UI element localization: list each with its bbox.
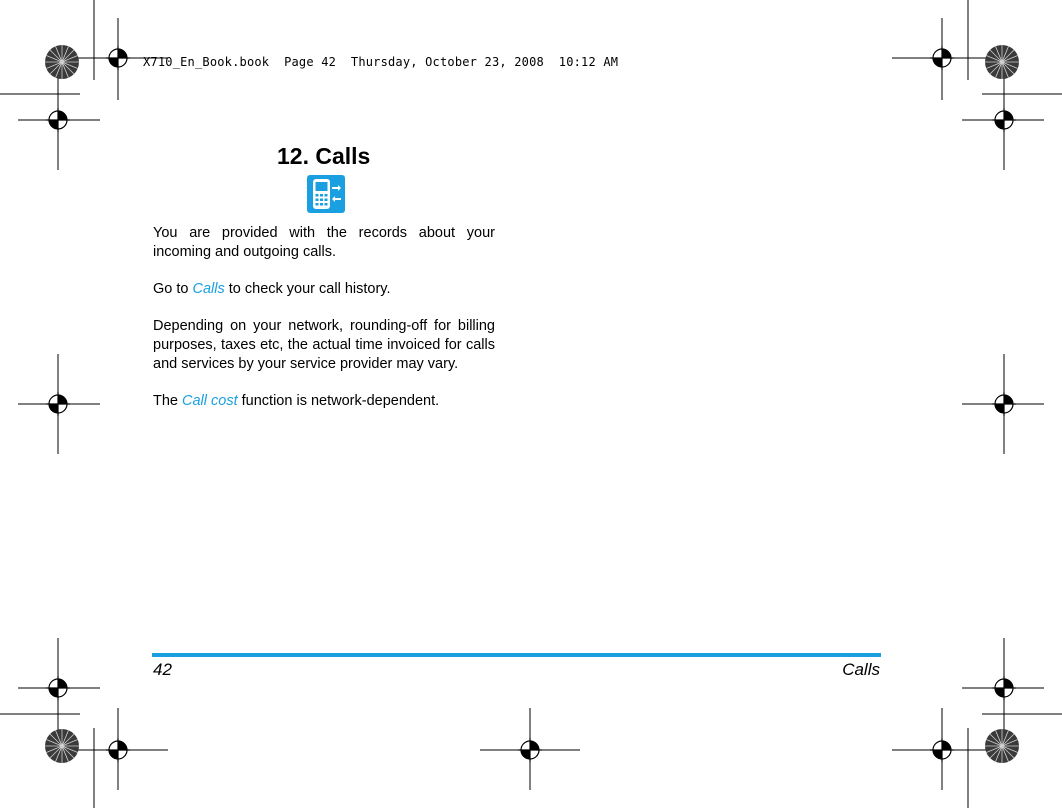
call-cost-paragraph: [153, 392, 495, 411]
footer-section-title: Calls: [842, 660, 880, 679]
p2-text-after: to check your call history.: [224, 281, 391, 297]
chapter-body: [153, 224, 495, 429]
p2-text-before: Go to: [153, 281, 193, 297]
call-cost-menu-ref: Call cost: [182, 393, 238, 409]
call-history-icon: [307, 175, 345, 213]
calls-menu-ref: Calls: [192, 281, 225, 297]
footer-rule: [152, 653, 881, 657]
call-history-paragraph: [153, 280, 495, 299]
intro-paragraph: You are provided with the records about your incoming and outgoing calls.: [153, 225, 495, 260]
page-number: 42: [153, 660, 172, 679]
print-header: X710_En_Book.book Page 42 Thursday, October 23, 2008 10:12 AM: [143, 55, 619, 69]
network-note-paragraph: Depending on your network, rounding-off for billing purposes, taxes etc, the actual time invoiced for calls and services by your service provider may vary.: [153, 318, 495, 372]
p4-text-after: function is network-dependent.: [237, 393, 440, 409]
p4-text-before: The: [153, 393, 183, 409]
chapter-title: 12. Calls: [277, 143, 371, 169]
